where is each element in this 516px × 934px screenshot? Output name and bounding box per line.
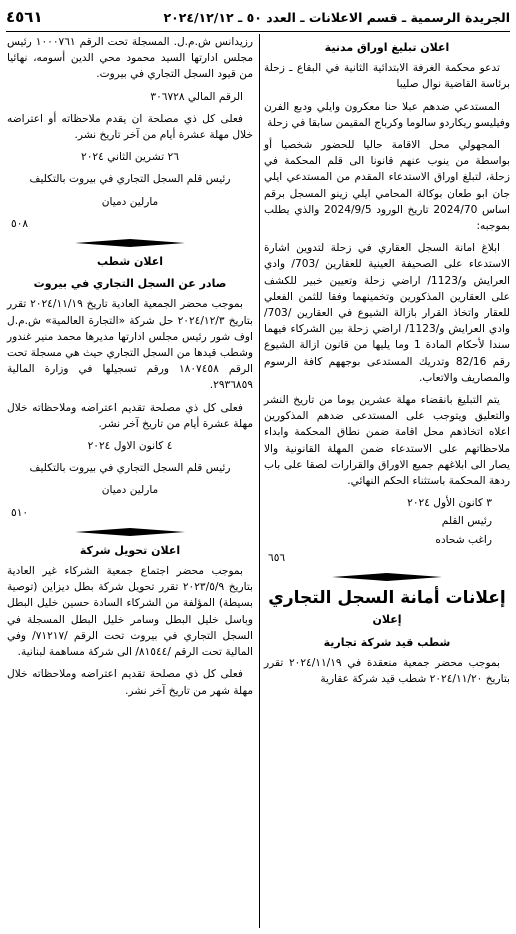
block2-subtitle: صادر عن السجل التجاري في بيروت <box>33 277 227 291</box>
notice-civil-paragraph: يتم التبليغ بانقضاء مهلة عشرين يوما من تاريخ النشر والتعليق ويتوجب على المستدعى ضدهم المذكورين اعلاه اتخاذهم محل اقامة ضمن نطاق المحكمة وابداء ملاحظاتهم على الاستدعاء ضمن المهلة القانونية والا يصار الى ابلاغهم جميع الاوراق والقرارات لصقا على باب ردهة المحكمة باستثناء الحكم النهائي. <box>264 394 510 488</box>
section-separator <box>7 238 253 248</box>
page-number: ٤٥٦١ <box>6 8 43 26</box>
right-column <box>264 34 510 693</box>
notice-civil-ref-number: ٦٥٦ <box>268 551 286 564</box>
block3-label: اعلان تحويل شركة <box>79 543 181 557</box>
block2-signer-name: مارلين دميان <box>101 484 159 497</box>
block1-date: ٢٦ تشرين الثاني ٢٠٢٤ <box>81 151 179 164</box>
block1-paragraph: رزيدانس ش.م.ل. المسجلة تحت الرقم ١٠٠٠٧٦١ رئيس مجلس ادارتها السيد محمود محي الدين أسومه، نهائيا من قيود السجل التجاري في بيروت. <box>7 36 253 81</box>
section-separator <box>7 527 253 537</box>
notice-deregister-text: بموجب محضر جمعية منعقدة في ٢٠٢٤/١١/١٩ تقرر بتاريخ ٢٠٢٤/١١/٢٠ شطب قيد شركة عقارية <box>264 656 510 685</box>
block2-signer-title: رئيس قلم السجل التجاري في بيروت بالتكليف <box>29 462 231 475</box>
block3-paragraph: بموجب محضر اجتماع جمعية الشركاء غير العادية بتاريخ ٢٠٢٣/٥/٩ تقرر تحويل شركة بطل ديزاين (توصية بسيطة) المؤلفة من الشركاء السادة حسين خليل البطل وباسل خليل البطل وسامر خليل البطل المسجلة في السجل التجاري في بيروت تحت الرقم /٧١٢١٧/ وفي المالية تحت الرقم /٨١٥٤٤/ الى شركة مساهمة لبنانية. <box>7 565 253 659</box>
header-rule <box>6 31 510 32</box>
notice-civil-paragraph: المجهولي محل الاقامة حاليا للحضور شخصيا أو بواسطة من ينوب عنهم قانونا الى قلم المحكمة في زحلة، لتبلغ اوراق الاستدعاء المقدم من المستدعي ايلي جان ابو طعان بوكالة المحامي ايلي زينو المسجل برقم اساس 2024/70 تاريخ الورود 2024/9/5 والذي يطلب بموجبه: <box>264 139 510 233</box>
left-column <box>7 34 253 705</box>
notice-deregister-subtitle: شطب قيد شركة تجارية <box>323 635 451 649</box>
notice-civil-paragraph: المستدعي ضدهم عبلا حنا معكرون وايلي ودبع الفرن وفيليسو ريكاردو سالوما وكرباج المقيمن سابقا في زحلة <box>264 100 510 129</box>
block1-signer-title: رئيس قلم السجل التجاري في بيروت بالتكليف <box>29 173 231 186</box>
block2-ref-number: ٥١٠ <box>11 506 29 519</box>
notice-civil-date: ٣ كانون الأول ٢٠٢٤ <box>407 497 492 510</box>
block1-ref-number: ٥٠٨ <box>11 217 29 230</box>
block1-fiscal-number: الرقم المالي ٣٠٦٧٢٨ <box>150 90 243 103</box>
section-separator <box>264 572 510 582</box>
block2-label: اعلان شطب <box>96 255 164 269</box>
column-divider <box>259 34 260 928</box>
notice-civil-signer-name: راغب شحاده <box>435 533 492 546</box>
block1-paragraph: فعلى كل ذي مصلحة ان يقدم ملاحظاته أو اعتراضه خلال مهلة عشرة أيام من آخر تاريخ نشر. <box>7 112 253 142</box>
block3-paragraph: فعلى كل ذي مصلحة تقديم اعتراضه وملاحظاته خلال مهلة شهر من تاريخ آخر نشر. <box>7 668 253 697</box>
section-title: إعلانات أمانة السجل التجاري <box>268 588 506 609</box>
notice-civil-signer-title: رئيس القلم <box>441 515 492 528</box>
notice-deregister-label: إعلان <box>372 613 402 627</box>
header-title: الجريدة الرسمية ـ قسم الاعلانات ـ العدد ٥٠ ـ ٢٠٢٤/١٢/١٢ <box>163 10 510 25</box>
notice-civil-title: اعلان تبليغ اوراق مدنية <box>324 41 450 54</box>
block2-date: ٤ كانون الاول ٢٠٢٤ <box>87 440 173 453</box>
block1-signer-name: مارلين دميان <box>101 195 159 208</box>
block2-paragraph: فعلى كل ذي مصلحة تقديم اعتراضه وملاحظاته خلال مهلة عشرة أيام من تاريخ آخر نشر. <box>7 401 253 430</box>
notice-civil-paragraph: تدعو محكمة الغرفة الابتدائية الثانية في البقاع ـ زحلة برئاسة القاضية نوال صليبا <box>264 62 510 91</box>
page-header <box>6 6 510 28</box>
block2-paragraph: بموجب محضر الجمعية العادية تاريخ ٢٠٢٤/١١/١٩ تقرر بتاريخ ٢٠٢٤/١٢/٣ حل شركة «التجارة العالمية» ش.م.ل اوف شور رئيس مجلس ادارتها مديرها محمد منير غندور وشطب قيدها من السجل التجاري حيث هي مسجلة تحت الرقم ١٨٠٧٤٥٨ ورقم تسجيلها في وزارة المالية ٢٩٣٦٨٥٩. <box>7 298 254 392</box>
notice-civil-paragraph: ابلاغ امانة السجل العقاري في زحلة لتدوين اشارة الاستدعاء على الصحيفة العينية للعقارين /703/ وادي العرايش و/1123/ اراضي زحلة وتعيين خبير للكشف على العقارين المذكورين وتخمينهما وفقا للثمن الفعلي للعقار واتخاذ القرار بازالة الشيوع في العقارين /703/ وادي العرايش و/1123/ اراضي زحلة بين الشركاء فيهما سندا لأحكام المادة 1 وما يليها من قانون ازالة الشيوع رقم 82/16 وتدريك المستدعى بوجههم كافة الرسوم والمصاريف والاتعاب. <box>264 242 511 384</box>
